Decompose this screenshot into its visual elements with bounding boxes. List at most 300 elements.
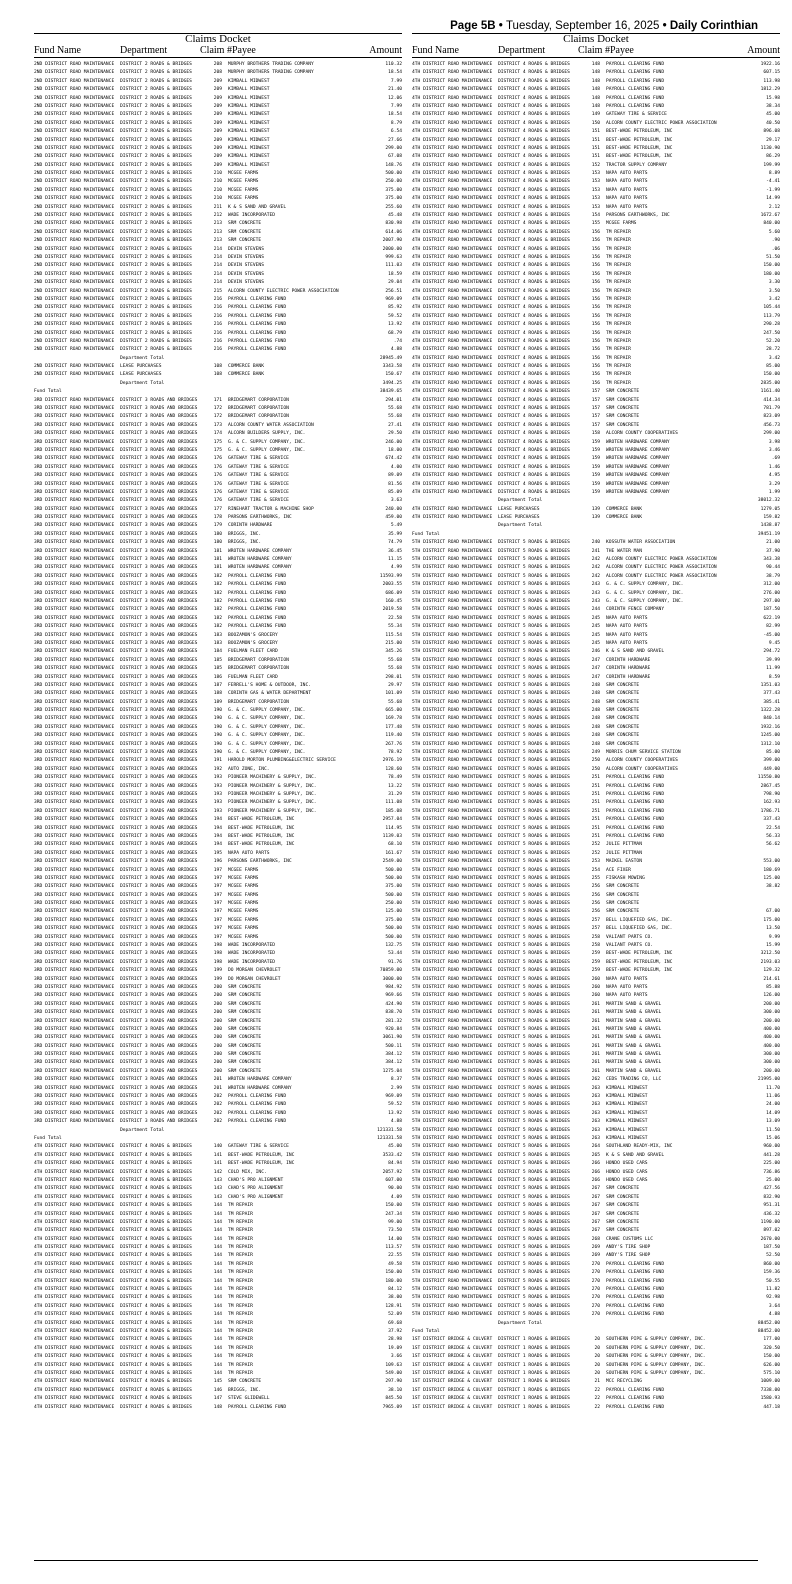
- payee-cell: SRM CONCRETE: [606, 708, 640, 714]
- fund-name-cell: 4TH DISTRICT ROAD MAINTENANCE: [412, 204, 493, 210]
- claim-number-cell: 194: [213, 842, 222, 848]
- department-cell: DISTRICT 5 ROADS & BRIDGES: [498, 1127, 570, 1133]
- claim-row: [412, 464, 780, 472]
- amount-cell: 7.99: [390, 78, 402, 84]
- amount-cell: 897.02: [763, 1228, 780, 1234]
- department-cell: DISTRICT 5 ROADS & BRIDGES: [498, 666, 570, 672]
- claim-number-cell: 179: [213, 523, 222, 529]
- fund-name-cell: 5TH DISTRICT ROAD MAINTENANCE: [412, 1052, 493, 1058]
- payee-cell: KIMBALL MIDWEST: [228, 137, 270, 143]
- claim-row: [412, 246, 780, 254]
- claim-number-cell: 184: [213, 649, 222, 655]
- claim-row: [34, 724, 402, 732]
- claim-number-cell: 195: [213, 850, 222, 856]
- fund-name-cell: 3RD DISTRICT ROAD MAINTENANCE: [34, 741, 115, 747]
- claim-number-cell: 209: [213, 137, 222, 143]
- payee-cell: KIMBALL MIDWEST: [606, 1085, 648, 1091]
- fund-name-cell: 3RD DISTRICT ROAD MAINTENANCE: [34, 750, 115, 756]
- fund-name-cell: 5TH DISTRICT ROAD MAINTENANCE: [412, 783, 493, 789]
- claim-row: [412, 262, 780, 270]
- claim-number-cell: 156: [591, 355, 600, 361]
- claim-number-cell: 209: [213, 145, 222, 151]
- amount-cell: 29.50: [388, 431, 402, 437]
- amount-cell: 177.00: [763, 1337, 780, 1343]
- department-cell: DISTRICT 1 ROADS & BRIDGES: [498, 1362, 570, 1368]
- claim-row: [34, 220, 402, 228]
- fund-name-cell: 3RD DISTRICT ROAD MAINTENANCE: [34, 1110, 115, 1116]
- department-cell: DISTRICT 4 ROADS & BRIDGES: [498, 288, 570, 294]
- amount-cell: 128.60: [385, 766, 402, 772]
- amount-cell: 68.79: [388, 330, 402, 336]
- claim-number-cell: 180: [213, 531, 222, 537]
- claim-number-cell: 244: [591, 607, 600, 613]
- amount-cell: 399.00: [763, 758, 780, 764]
- fund-name-cell: 5TH DISTRICT ROAD MAINTENANCE: [412, 1144, 493, 1150]
- docket-title: Claims Docket: [34, 33, 402, 45]
- department-cell: DISTRICT 5 ROADS & BRIDGES: [498, 1102, 570, 1108]
- payee-cell: PAYROLL CLEARING FUND: [228, 582, 287, 588]
- department-total-label: Department Total: [120, 355, 165, 361]
- payee-cell: SRM CONCRETE: [228, 993, 262, 999]
- fund-name-cell: 3RD DISTRICT ROAD MAINTENANCE: [34, 590, 115, 596]
- fund-name-cell: 2ND DISTRICT ROAD MAINTENANCE: [34, 78, 115, 84]
- fund-name-cell: 5TH DISTRICT ROAD MAINTENANCE: [412, 657, 493, 663]
- claim-row: [412, 825, 780, 833]
- fund-name-cell: 3RD DISTRICT ROAD MAINTENANCE: [34, 397, 115, 403]
- claim-number-cell: 197: [213, 909, 222, 915]
- claim-row: [412, 1370, 780, 1378]
- department-cell: DISTRICT 3 ROADS AND BRIDGES: [120, 657, 198, 663]
- claim-row: [34, 598, 402, 606]
- amount-cell: 1322.28: [760, 708, 780, 714]
- payee-cell: BOOZAMON'S GROCERY: [228, 640, 278, 646]
- claim-number-cell: 245: [591, 615, 600, 621]
- fund-name-cell: 4TH DISTRICT ROAD MAINTENANCE: [412, 305, 493, 311]
- claim-number-cell: 144: [213, 1203, 222, 1209]
- claim-number-cell: 139: [591, 506, 600, 512]
- department-cell: DISTRICT 3 ROADS AND BRIDGES: [120, 917, 198, 923]
- claim-row: [34, 690, 402, 698]
- department-cell: DISTRICT 4 ROADS & BRIDGES: [498, 263, 570, 269]
- department-cell: DISTRICT 2 ROADS & BRIDGES: [120, 154, 192, 160]
- department-cell: DISTRICT 4 ROADS & BRIDGES: [498, 229, 570, 235]
- payee-cell: BOOZAMON'S GROCERY: [228, 632, 278, 638]
- claim-number-cell: 216: [213, 338, 222, 344]
- claim-row: [412, 111, 780, 119]
- claim-row: [412, 959, 780, 967]
- department-cell: DISTRICT 4 ROADS & BRIDGES: [120, 1379, 192, 1385]
- payee-cell: CORINTH HARDWARE: [606, 666, 651, 672]
- claim-number-cell: 157: [591, 414, 600, 420]
- claim-row: [34, 581, 402, 589]
- claim-row: [412, 590, 780, 598]
- payee-cell: BRIDGEMART CORPORATION: [228, 397, 289, 403]
- payee-cell: K & S SAND AND GRAVEL: [228, 204, 287, 210]
- department-cell: DISTRICT 4 ROADS & BRIDGES: [120, 1362, 192, 1368]
- claim-row: [34, 304, 402, 312]
- claim-row: [412, 1286, 780, 1294]
- payee-cell: TM REPAIR: [228, 1320, 253, 1326]
- fund-name-cell: 5TH DISTRICT ROAD MAINTENANCE: [412, 1236, 493, 1242]
- department-cell: DISTRICT 2 ROADS & BRIDGES: [120, 62, 192, 67]
- fund-name-cell: 3RD DISTRICT ROAD MAINTENANCE: [34, 1077, 115, 1083]
- department-cell: DISTRICT 3 ROADS AND BRIDGES: [120, 1060, 198, 1066]
- amount-cell: 960.00: [763, 1144, 780, 1150]
- claim-number-cell: 21: [594, 1379, 600, 1385]
- department-cell: DISTRICT 5 ROADS & BRIDGES: [498, 1077, 570, 1083]
- claim-number-cell: 172: [213, 406, 222, 412]
- claim-row: [412, 1118, 780, 1126]
- claim-number-cell: 263: [591, 1085, 600, 1091]
- fund-name-cell: 1ST DISTRICT BRIDGE & CULVERT: [412, 1404, 493, 1410]
- fund-name-cell: 3RD DISTRICT ROAD MAINTENANCE: [34, 926, 115, 932]
- fund-name-cell: 3RD DISTRICT ROAD MAINTENANCE: [34, 1052, 115, 1058]
- department-cell: DISTRICT 4 ROADS & BRIDGES: [120, 1387, 192, 1393]
- amount-cell: 4.95: [768, 473, 780, 479]
- payee-cell: DO MORGAN CHEVROLET: [228, 976, 281, 982]
- amount-cell: 7965.09: [382, 1404, 402, 1410]
- department-cell: DISTRICT 4 ROADS & BRIDGES: [498, 280, 570, 286]
- claim-row: [412, 413, 780, 421]
- amount-cell: 82.99: [766, 624, 780, 630]
- amount-cell: 2003.55: [382, 582, 402, 588]
- claim-row: [412, 1009, 780, 1017]
- claim-row: [412, 1395, 780, 1403]
- department-cell: DISTRICT 2 ROADS & BRIDGES: [120, 280, 192, 286]
- claim-number-cell: 182: [213, 582, 222, 588]
- department-cell: DISTRICT 5 ROADS & BRIDGES: [498, 1161, 570, 1167]
- fund-name-cell: 5TH DISTRICT ROAD MAINTENANCE: [412, 934, 493, 940]
- amount-cell: 28.98: [388, 1337, 402, 1343]
- department-cell: DISTRICT 5 ROADS & BRIDGES: [498, 1245, 570, 1251]
- payee-cell: KIMBALL MIDWEST: [228, 129, 270, 135]
- fund-name-cell: 5TH DISTRICT ROAD MAINTENANCE: [412, 1110, 493, 1116]
- claim-number-cell: 156: [591, 246, 600, 252]
- department-cell: DISTRICT 5 ROADS & BRIDGES: [498, 1236, 570, 1242]
- claim-number-cell: 197: [213, 934, 222, 940]
- amount-cell: 984.92: [385, 984, 402, 990]
- fund-name-cell: 4TH DISTRICT ROAD MAINTENANCE: [412, 103, 493, 109]
- claim-row: [34, 1093, 402, 1101]
- claim-row: [34, 1110, 402, 1118]
- payee-cell: CORINTH HARDWARE: [606, 674, 651, 680]
- claim-row: [34, 850, 402, 858]
- fund-name-cell: 4TH DISTRICT ROAD MAINTENANCE: [412, 154, 493, 160]
- fund-name-cell: 5TH DISTRICT ROAD MAINTENANCE: [412, 968, 493, 974]
- fund-name-cell: 4TH DISTRICT ROAD MAINTENANCE: [412, 145, 493, 151]
- claim-row: [34, 892, 402, 900]
- claim-row: [412, 1194, 780, 1202]
- amount-cell: 13.92: [388, 1110, 402, 1116]
- payee-cell: SRM CONCRETE: [606, 682, 640, 688]
- department-cell: DISTRICT 5 ROADS & BRIDGES: [498, 783, 570, 789]
- fund-name-cell: 3RD DISTRICT ROAD MAINTENANCE: [34, 456, 115, 462]
- department-cell: DISTRICT 5 ROADS & BRIDGES: [498, 682, 570, 688]
- amount-cell: 1139.03: [382, 833, 402, 839]
- department-cell: DISTRICT 5 ROADS & BRIDGES: [498, 691, 570, 697]
- claim-row: [34, 766, 402, 774]
- claim-number-cell: 144: [213, 1328, 222, 1334]
- fund-name-cell: 3RD DISTRICT ROAD MAINTENANCE: [34, 800, 115, 806]
- claim-row: [34, 623, 402, 631]
- department-cell: DISTRICT 3 ROADS AND BRIDGES: [120, 1001, 198, 1007]
- claim-row: [412, 153, 780, 161]
- total-amount-cell: 88452.00: [757, 1320, 780, 1326]
- claim-row: [412, 1311, 780, 1319]
- fund-name-cell: 4TH DISTRICT ROAD MAINTENANCE: [412, 238, 493, 244]
- fund-name-cell: 4TH DISTRICT ROAD MAINTENANCE: [412, 213, 493, 219]
- department-cell: DISTRICT 3 ROADS AND BRIDGES: [120, 1102, 198, 1108]
- amount-cell: 838.70: [385, 1010, 402, 1016]
- claim-number-cell: 193: [213, 800, 222, 806]
- claim-row: [412, 892, 780, 900]
- fund-name-cell: 3RD DISTRICT ROAD MAINTENANCE: [34, 909, 115, 915]
- department-cell: DISTRICT 3 ROADS AND BRIDGES: [120, 775, 198, 781]
- department-cell: DISTRICT 5 ROADS & BRIDGES: [498, 1287, 570, 1293]
- payee-cell: BEST-WADE PETROLEUM, INC: [606, 129, 673, 135]
- payee-cell: DO MORGAN CHEVROLET: [228, 968, 281, 974]
- amount-cell: 37.92: [388, 1328, 402, 1334]
- claim-number-cell: 182: [213, 590, 222, 596]
- payee-cell: SRM CONCRETE: [606, 901, 640, 907]
- fund-name-cell: 4TH DISTRICT ROAD MAINTENANCE: [412, 87, 493, 93]
- claim-row: [412, 1404, 780, 1412]
- amount-cell: 6.54: [390, 129, 402, 135]
- department-cell: DISTRICT 3 ROADS AND BRIDGES: [120, 901, 198, 907]
- claim-row: [34, 137, 402, 145]
- payee-cell: TM REPAIR: [228, 1295, 253, 1301]
- payee-cell: HONDO USED CARS: [606, 1177, 648, 1183]
- claim-row: [34, 606, 402, 614]
- department-cell: DISTRICT 2 ROADS & BRIDGES: [120, 70, 192, 76]
- payee-cell: THE WATER MAN: [606, 548, 642, 554]
- payee-cell: TM REPAIR: [228, 1337, 253, 1343]
- department-cell: DISTRICT 3 ROADS AND BRIDGES: [120, 968, 198, 974]
- amount-cell: 199.99: [763, 162, 780, 168]
- claim-number-cell: 270: [591, 1278, 600, 1284]
- department-cell: DISTRICT 3 ROADS AND BRIDGES: [120, 1110, 198, 1116]
- payee-cell: WROTEN HARDWARE COMPANY: [606, 489, 670, 495]
- payee-cell: PAYROLL CLEARING FUND: [606, 1270, 665, 1276]
- claim-row: [34, 539, 402, 547]
- claim-row: [34, 1009, 402, 1017]
- fund-name-cell: 5TH DISTRICT ROAD MAINTENANCE: [412, 1295, 493, 1301]
- claim-row: [34, 976, 402, 984]
- claim-row: [412, 640, 780, 648]
- payee-cell: BELL LIQUEFIED GAS, INC.: [606, 917, 673, 923]
- department-cell: DISTRICT 3 ROADS AND BRIDGES: [120, 993, 198, 999]
- payee-cell: KIMBALL MIDWEST: [606, 1102, 648, 1108]
- department-cell: DISTRICT 1 ROADS & BRIDGES: [498, 1387, 570, 1393]
- payee-cell: TM REPAIR: [606, 246, 631, 252]
- claim-row: [34, 422, 402, 430]
- payee-cell: SRM CONCRETE: [606, 892, 640, 898]
- amount-cell: 55.68: [388, 657, 402, 663]
- claim-number-cell: 213: [213, 221, 222, 227]
- department-cell: DISTRICT 3 ROADS AND BRIDGES: [120, 724, 198, 730]
- payee-cell: PAYROLL CLEARING FUND: [606, 775, 665, 781]
- fund-name-cell: 2ND DISTRICT ROAD MAINTENANCE: [34, 221, 115, 227]
- payee-cell: SOUTHERN PIPE & SUPPLY COMPANY, INC.: [606, 1362, 706, 1368]
- claim-row: [34, 288, 402, 296]
- department-cell: DISTRICT 3 ROADS AND BRIDGES: [120, 741, 198, 747]
- claim-row: [412, 665, 780, 673]
- claim-number-cell: 153: [591, 187, 600, 193]
- amount-cell: 798.90: [763, 791, 780, 797]
- amount-cell: 246.00: [385, 439, 402, 445]
- payee-cell: TM REPAIR: [606, 380, 631, 386]
- fund-name-cell: 3RD DISTRICT ROAD MAINTENANCE: [34, 540, 115, 546]
- claim-row: [34, 120, 402, 128]
- payee-cell: WROTEN HARDWARE COMPANY: [228, 1077, 292, 1083]
- claim-row: [412, 313, 780, 321]
- department-cell: DISTRICT 5 ROADS & BRIDGES: [498, 842, 570, 848]
- department-cell: DISTRICT 5 ROADS & BRIDGES: [498, 557, 570, 563]
- claim-number-cell: 156: [591, 372, 600, 378]
- department-cell: DISTRICT 3 ROADS AND BRIDGES: [120, 456, 198, 462]
- fund-name-cell: 5TH DISTRICT ROAD MAINTENANCE: [412, 1010, 493, 1016]
- amount-cell: 50.55: [766, 1278, 780, 1284]
- fund-name-cell: 4TH DISTRICT ROAD MAINTENANCE: [412, 221, 493, 227]
- department-cell: DISTRICT 1 ROADS & BRIDGES: [498, 1370, 570, 1376]
- fund-name-cell: 3RD DISTRICT ROAD MAINTENANCE: [34, 464, 115, 470]
- claim-row: [412, 556, 780, 564]
- amount-cell: 70859.00: [379, 968, 402, 974]
- claim-row: [412, 422, 780, 430]
- department-total-label: Department Total: [498, 523, 543, 529]
- department-cell: DISTRICT 3 ROADS AND BRIDGES: [120, 1035, 198, 1041]
- payee-cell: PIONEER MACHINERY & SUPPLY, INC.: [228, 808, 317, 814]
- amount-cell: 21.40: [388, 87, 402, 93]
- fund-name-cell: 3RD DISTRICT ROAD MAINTENANCE: [34, 573, 115, 579]
- fund-name-cell: 4TH DISTRICT ROAD MAINTENANCE: [412, 506, 493, 512]
- amount-cell: 92.98: [766, 1295, 780, 1301]
- amount-cell: 113.79: [763, 313, 780, 319]
- department-cell: DISTRICT 1 ROADS & BRIDGES: [498, 1345, 570, 1351]
- claim-row: [34, 564, 402, 572]
- payee-cell: MARTIN SAND & GRAVEL: [606, 1001, 662, 1007]
- fund-name-cell: 5TH DISTRICT ROAD MAINTENANCE: [412, 1253, 493, 1259]
- claim-number-cell: 251: [591, 825, 600, 831]
- department-cell: DISTRICT 5 ROADS & BRIDGES: [498, 943, 570, 949]
- fund-name-cell: 3RD DISTRICT ROAD MAINTENANCE: [34, 489, 115, 495]
- department-cell: DISTRICT 3 ROADS AND BRIDGES: [120, 951, 198, 957]
- fund-name-cell: 4TH DISTRICT ROAD MAINTENANCE: [412, 338, 493, 344]
- fund-name-cell: 3RD DISTRICT ROAD MAINTENANCE: [34, 1026, 115, 1032]
- amount-cell: 111.03: [385, 263, 402, 269]
- amount-cell: 3061.90: [382, 1035, 402, 1041]
- claim-number-cell: 197: [213, 901, 222, 907]
- department-cell: DISTRICT 2 ROADS & BRIDGES: [120, 187, 192, 193]
- department-cell: DISTRICT 5 ROADS & BRIDGES: [498, 1043, 570, 1049]
- claim-number-cell: 144: [213, 1337, 222, 1343]
- claim-number-cell: 267: [591, 1219, 600, 1225]
- amount-cell: 1279.05: [760, 506, 780, 512]
- amount-cell: 150.67: [385, 372, 402, 378]
- amount-cell: 18.54: [388, 112, 402, 118]
- department-total-row: [412, 1320, 780, 1328]
- payee-cell: WROTEN HARDWARE COMPANY: [606, 447, 670, 453]
- claim-row: [34, 128, 402, 136]
- fund-name-cell: 3RD DISTRICT ROAD MAINTENANCE: [34, 951, 115, 957]
- fund-name-cell: 2ND DISTRICT ROAD MAINTENANCE: [34, 364, 115, 370]
- fund-name-cell: 3RD DISTRICT ROAD MAINTENANCE: [34, 632, 115, 638]
- claim-row: [412, 1345, 780, 1353]
- amount-cell: 110.32: [385, 62, 402, 67]
- amount-cell: 441.28: [763, 1152, 780, 1158]
- payee-cell: PIONEER MACHINERY & SUPPLY, INC.: [228, 775, 317, 781]
- amount-cell: 3.46: [768, 447, 780, 453]
- claim-number-cell: 153: [591, 196, 600, 202]
- claim-number-cell: 259: [591, 968, 600, 974]
- amount-cell: 67.00: [766, 909, 780, 915]
- claim-row: [412, 363, 780, 371]
- department-cell: DISTRICT 3 ROADS AND BRIDGES: [120, 523, 198, 529]
- department-cell: DISTRICT 2 ROADS & BRIDGES: [120, 271, 192, 277]
- amount-cell: 1812.29: [760, 87, 780, 93]
- payee-cell: PAYROLL CLEARING FUND: [606, 1404, 665, 1410]
- payee-cell: TM REPAIR: [228, 1211, 253, 1217]
- fund-name-cell: 3RD DISTRICT ROAD MAINTENANCE: [34, 666, 115, 672]
- claim-number-cell: 156: [591, 330, 600, 336]
- payee-cell: TM REPAIR: [606, 347, 631, 353]
- amount-cell: 55.68: [388, 406, 402, 412]
- amount-cell: 299.00: [385, 145, 402, 151]
- department-cell: DISTRICT 4 ROADS & BRIDGES: [498, 154, 570, 160]
- payee-cell: MCC RECYCLING: [606, 1379, 642, 1385]
- claim-row: [412, 1001, 780, 1009]
- amount-cell: 2.99: [390, 1085, 402, 1091]
- payee-cell: DEVIN STEVENS: [228, 280, 264, 286]
- claim-number-cell: 200: [213, 1060, 222, 1066]
- claim-row: [412, 69, 780, 77]
- department-cell: DISTRICT 3 ROADS AND BRIDGES: [120, 783, 198, 789]
- fund-name-cell: 3RD DISTRICT ROAD MAINTENANCE: [34, 582, 115, 588]
- department-cell: DISTRICT 3 ROADS AND BRIDGES: [120, 498, 198, 504]
- claim-number-cell: 259: [591, 959, 600, 965]
- claim-number-cell: 261: [591, 1060, 600, 1066]
- claim-number-cell: 200: [213, 1068, 222, 1074]
- payee-cell: PAYROLL CLEARING FUND: [228, 599, 287, 604]
- page-number: Page 5B: [450, 20, 496, 32]
- payee-cell: PIONEER MACHINERY & SUPPLY, INC.: [228, 791, 317, 797]
- payee-cell: KIMBALL MIDWEST: [228, 120, 270, 126]
- payee-cell: CORINTH FENCE COMPANY: [606, 607, 665, 613]
- payee-cell: PAYROLL CLEARING FUND: [606, 833, 665, 839]
- amount-cell: 5.60: [768, 229, 780, 235]
- fund-name-cell: 2ND DISTRICT ROAD MAINTENANCE: [34, 263, 115, 269]
- department-cell: DISTRICT 5 ROADS & BRIDGES: [498, 817, 570, 823]
- claim-number-cell: 263: [591, 1127, 600, 1133]
- amount-cell: 1351.03: [760, 682, 780, 688]
- department-cell: DISTRICT 4 ROADS & BRIDGES: [498, 313, 570, 319]
- fund-name-cell: 3RD DISTRICT ROAD MAINTENANCE: [34, 901, 115, 907]
- amount-cell: 500.00: [385, 926, 402, 932]
- claim-number-cell: 139: [591, 515, 600, 521]
- payee-cell: PAYROLL CLEARING FUND: [606, 783, 665, 789]
- claim-number-cell: 267: [591, 1211, 600, 1217]
- fund-name-cell: 4TH DISTRICT ROAD MAINTENANCE: [412, 263, 493, 269]
- department-cell: DISTRICT 5 ROADS & BRIDGES: [498, 1035, 570, 1041]
- fund-name-cell: 4TH DISTRICT ROAD MAINTENANCE: [34, 1295, 115, 1301]
- claim-number-cell: 197: [213, 875, 222, 881]
- department-cell: DISTRICT 4 ROADS & BRIDGES: [498, 464, 570, 470]
- amount-cell: 294.01: [385, 397, 402, 403]
- claim-number-cell: 261: [591, 1010, 600, 1016]
- amount-cell: 81.56: [388, 481, 402, 487]
- department-cell: DISTRICT 5 ROADS & BRIDGES: [498, 808, 570, 814]
- claim-number-cell: 267: [591, 1203, 600, 1209]
